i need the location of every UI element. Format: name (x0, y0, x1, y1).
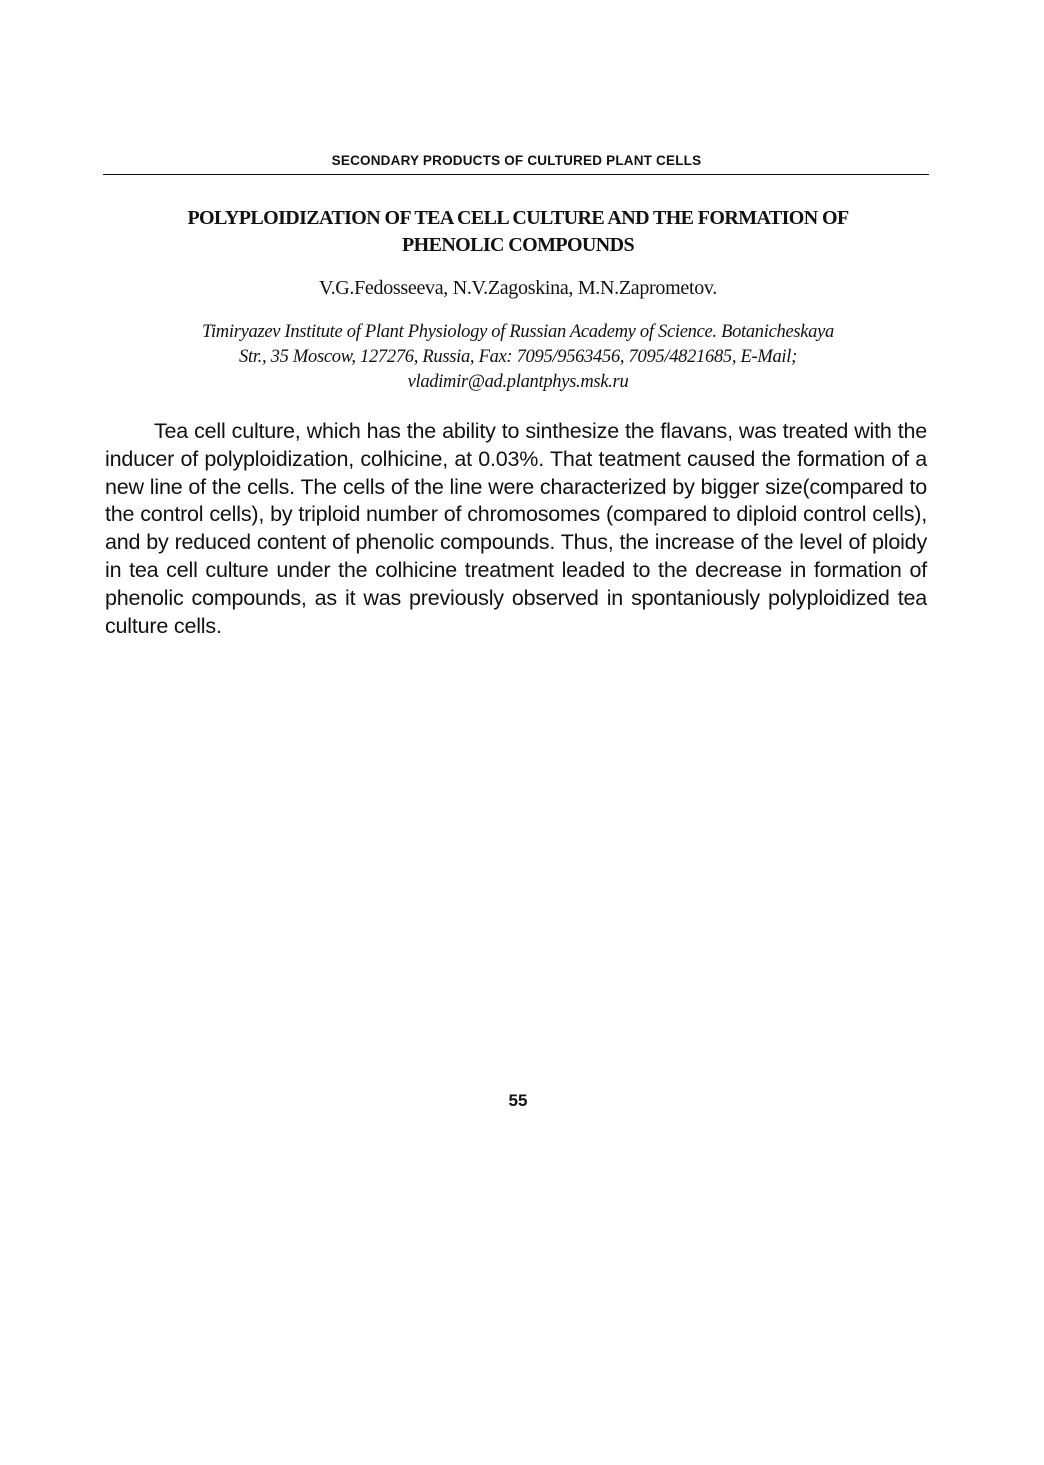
affiliation-line-1: Timiryazev Institute of Plant Physiology of Russian Academy of Science. Botanicheskaya (201, 322, 834, 342)
affiliation-email: vladimir@ad.plantphys.msk.ru (407, 372, 629, 392)
title-line-1: POLYPLOIDIZATION OF TEA CELL CULTURE AND THE FORMATION OF (187, 207, 849, 229)
running-header: SECONDARY PRODUCTS OF CULTURED PLANT CELLS (331, 153, 702, 168)
abstract-paragraph: Tea cell culture, which has the ability to sinthesize the flavans, was treated with the inducer of polyploidization, colhicine, at 0.03%. That teatment caused the formation of a new line of the cells. The cells of the line were characterized by bigger size(compared to the control cells), by triploid number of chromosomes (compared to diploid control cells), and by reduced content of phenolic compounds. Thus, the increase of the level of ploidy in tea cell culture under the colhicine treatment leaded to the decrease in formation of phenolic compounds, as it was previously observed in spontaniously polyploidized tea culture cells. (105, 419, 927, 638)
affiliation-line-2: Str., 35 Moscow, 127276, Russia, Fax: 7095/9563456, 7095/4821685, E-Mail; (239, 347, 797, 367)
affiliation (100, 320, 936, 395)
article-title (100, 205, 936, 259)
page-number: 55 (508, 1091, 528, 1110)
title-line-2: PHENOLIC COMPOUNDS (402, 234, 634, 256)
authors: V.G.Fedosseeva, N.V.Zagoskina, M.N.Zaprometov. (319, 277, 717, 299)
header-rule (103, 174, 929, 175)
